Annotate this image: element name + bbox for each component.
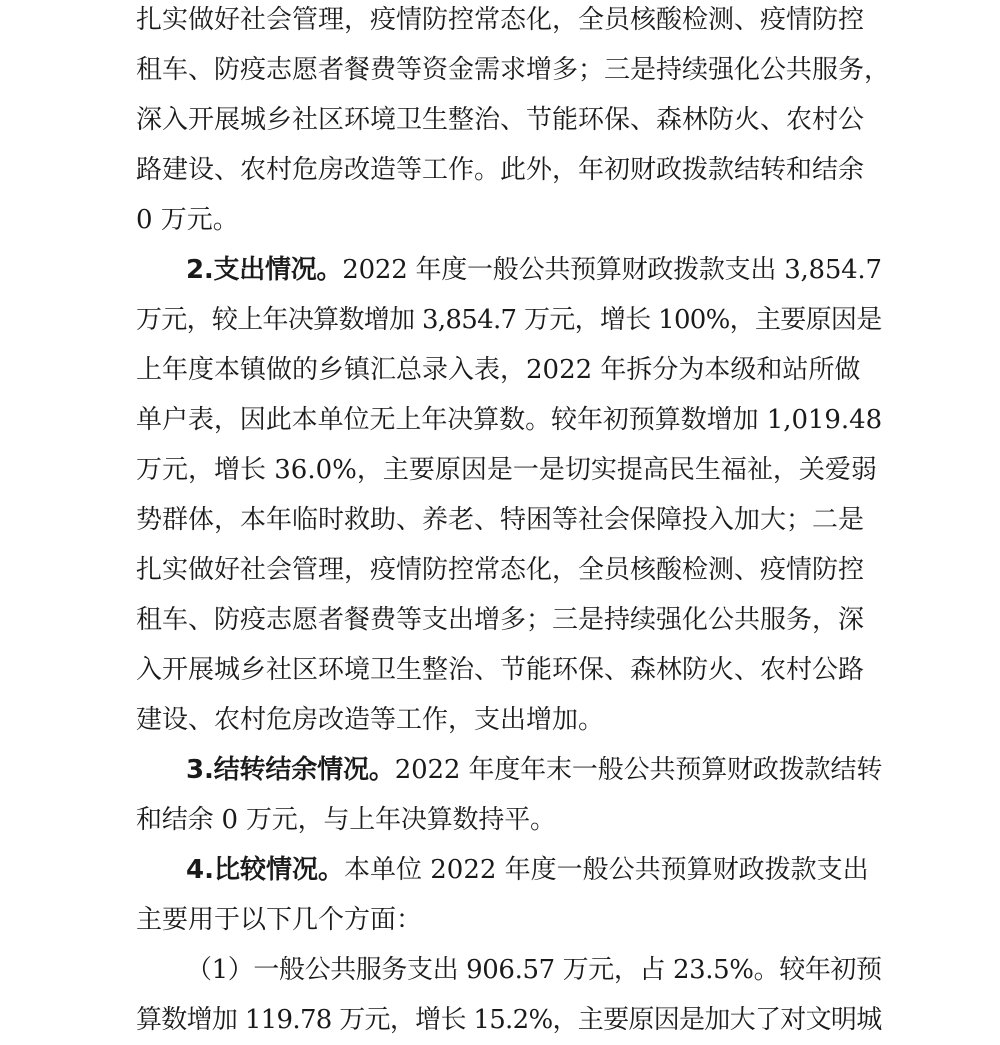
text-line: 扎实做好社会管理，疫情防控常态化，全员核酸检测、疫情防控	[136, 5, 865, 35]
text-line: 0 万元。	[136, 205, 239, 235]
section-heading-expenditure: 2.支出情况。2022 年度一般公共预算财政拨款支出 3,854.7	[186, 255, 882, 285]
text-line: 租车、防疫志愿者餐费等支出增多；三是持续强化公共服务，深	[136, 605, 865, 635]
text-line: 万元，增长 36.0%，主要原因是一是切实提高民生福祉，关爱弱	[136, 455, 877, 485]
text-line: 扎实做好社会管理，疫情防控常态化，全员核酸检测、疫情防控	[136, 555, 865, 585]
text-line: 单户表，因此本单位无上年决算数。较年初预算数增加 1,019.48	[136, 405, 883, 435]
text-line: 和结余 0 万元，与上年决算数持平。	[136, 805, 556, 835]
text-line: 租车、防疫志愿者餐费等资金需求增多；三是持续强化公共服务，	[136, 55, 891, 85]
text-line: 路建设、农村危房改造等工作。此外，年初财政拨款结转和结余	[136, 155, 865, 185]
text-line: 势群体，本年临时救助、养老、特困等社会保障投入加大；二是	[136, 505, 865, 535]
section-heading-carryover: 3.结转结余情况。2022 年度年末一般公共预算财政拨款结转	[186, 755, 883, 785]
text-line: 主要用于以下几个方面：	[136, 905, 423, 935]
text-line: 深入开展城乡社区环境卫生整治、节能环保、森林防火、农村公	[136, 105, 865, 135]
text-line: 建设、农村危房改造等工作，支出增加。	[136, 705, 605, 735]
text-line: 算数增加 119.78 万元，增长 15.2%，主要原因是加大了对文明城	[136, 1005, 882, 1035]
text-line: 入开展城乡社区环境卫生整治、节能环保、森林防火、农村公路	[136, 655, 865, 685]
section-heading-comparison: 4.比较情况。本单位 2022 年度一般公共预算财政拨款支出	[186, 855, 869, 885]
list-item-general-public-services: （1）一般公共服务支出 906.57 万元，占 23.5%。较年初预	[186, 955, 882, 985]
text-line: 上年度本镇做的乡镇汇总录入表，2022 年拆分为本级和站所做	[136, 355, 861, 385]
text-line: 万元，较上年决算数增加 3,854.7 万元，增长 100%，主要原因是	[136, 305, 882, 335]
